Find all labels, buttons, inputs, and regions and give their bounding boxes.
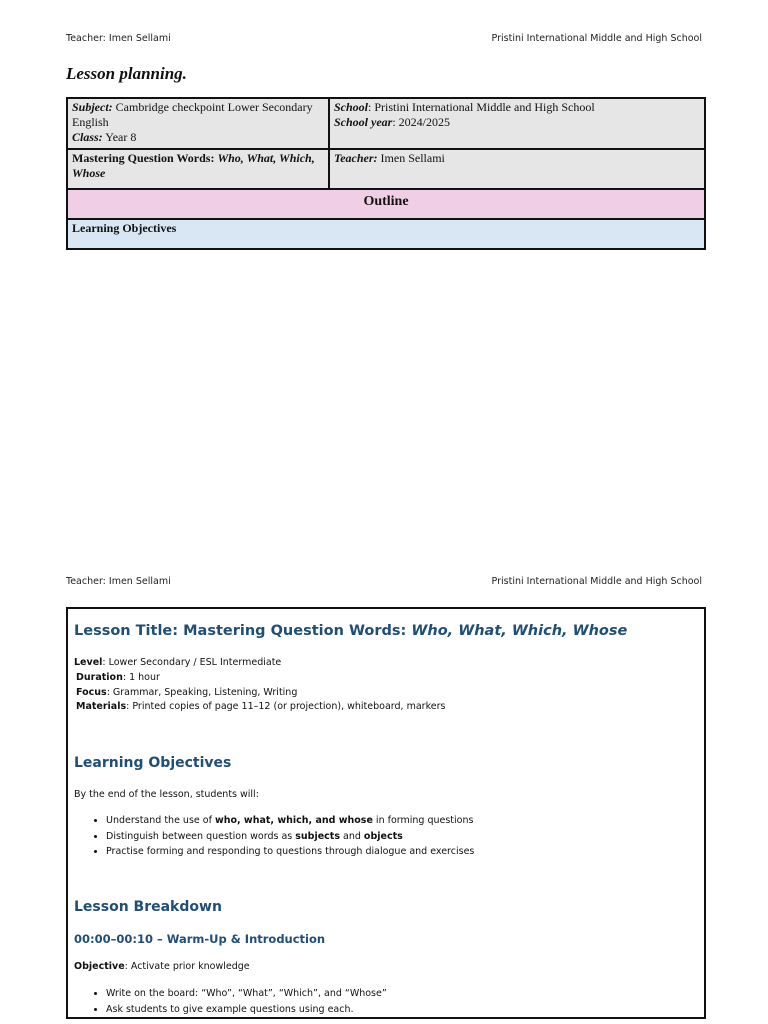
meta-duration bbox=[74, 671, 445, 686]
lesson-title-words: Who, What, Which, Whose bbox=[411, 623, 628, 639]
subject-value: Cambridge checkpoint Lower Secondary English bbox=[72, 100, 313, 129]
class-label: Class: bbox=[72, 130, 103, 144]
page-header bbox=[66, 33, 702, 47]
list-item bbox=[106, 829, 474, 845]
lesson-content-box bbox=[66, 607, 706, 1019]
text-bold: objects bbox=[363, 830, 403, 842]
breakdown-heading: Lesson Breakdown bbox=[74, 899, 222, 915]
text: Practise forming and responding to questions through dialogue and exercises bbox=[106, 846, 475, 857]
meta-label: Materials bbox=[76, 701, 127, 713]
header-school: Pristini International Middle and High School bbox=[491, 576, 702, 587]
meta-value: : Grammar, Speaking, Listening, Writing bbox=[106, 686, 298, 698]
header-school: Pristini International Middle and High School bbox=[491, 33, 702, 44]
outline-row: Outline bbox=[68, 190, 704, 220]
meta-label: Duration bbox=[76, 671, 123, 683]
text: in forming questions bbox=[372, 815, 474, 826]
list-item: • Write on the board: “Who”, “What”, “Which”, and “Whose” bbox=[106, 986, 387, 1002]
meta-value: : Lower Secondary / ESL Intermediate bbox=[102, 657, 282, 668]
objective-line bbox=[74, 961, 250, 972]
objective-value: : Activate prior knowledge bbox=[124, 961, 250, 972]
warmup-list bbox=[80, 986, 387, 1017]
lesson-plan-table bbox=[66, 97, 706, 250]
meta-value: : Printed copies of page 11–12 (or projection), whiteboard, markers bbox=[126, 701, 446, 713]
lesson-meta bbox=[74, 656, 445, 715]
teacher-cell bbox=[330, 150, 704, 188]
objective-label: Objective bbox=[74, 961, 125, 972]
text-bold: subjects bbox=[295, 830, 340, 842]
text: Understand the use of bbox=[106, 815, 215, 826]
school-year-value: : 2024/2025 bbox=[392, 115, 451, 129]
objectives-intro: By the end of the lesson, students will: bbox=[74, 789, 259, 800]
lesson-title bbox=[74, 623, 627, 639]
meta-focus bbox=[74, 686, 445, 701]
list-item: • Ask students to give example questions using each. bbox=[106, 1002, 387, 1018]
objectives-list bbox=[80, 813, 474, 860]
class-value: Year 8 bbox=[102, 130, 137, 144]
document-title: Lesson planning. bbox=[66, 64, 187, 83]
school-year-label: School year bbox=[334, 115, 393, 129]
table-row bbox=[68, 150, 704, 190]
school-label: School bbox=[334, 100, 369, 114]
header-teacher: Teacher: Imen Sellami bbox=[66, 576, 171, 587]
header-teacher: Teacher: Imen Sellami bbox=[66, 33, 171, 44]
meta-value: : 1 hour bbox=[122, 671, 160, 683]
page-header bbox=[66, 576, 702, 590]
topic-words: Who, What, Which, Whose bbox=[72, 151, 315, 180]
text-bold: who, what, which, and whose bbox=[214, 815, 373, 826]
objectives-heading: Learning Objectives bbox=[74, 755, 232, 771]
section-heading: 00:00–00:10 – Warm-Up & Introduction bbox=[74, 932, 326, 946]
subject-cell bbox=[68, 99, 330, 148]
subject-label: Subject: bbox=[72, 100, 113, 114]
list-item bbox=[106, 844, 474, 860]
topic-prefix: Mastering Question Words: bbox=[72, 151, 218, 165]
text: and bbox=[340, 830, 364, 842]
meta-materials bbox=[74, 700, 445, 715]
table-row bbox=[68, 99, 704, 150]
lesson-title-prefix: Lesson Title: Mastering Question Words: bbox=[74, 623, 412, 639]
topic-cell bbox=[68, 150, 330, 188]
teacher-value: Imen Sellami bbox=[377, 151, 445, 165]
text: Distinguish between question words as bbox=[106, 830, 296, 842]
meta-label: Focus bbox=[76, 686, 107, 698]
teacher-label: Teacher: bbox=[334, 151, 378, 165]
meta-level bbox=[74, 656, 445, 671]
objectives-row: Learning Objectives bbox=[68, 220, 704, 248]
school-value: : Pristini International Middle and High School bbox=[368, 100, 595, 114]
list-item bbox=[106, 813, 474, 829]
school-cell bbox=[330, 99, 704, 148]
meta-label: Level bbox=[74, 657, 103, 668]
